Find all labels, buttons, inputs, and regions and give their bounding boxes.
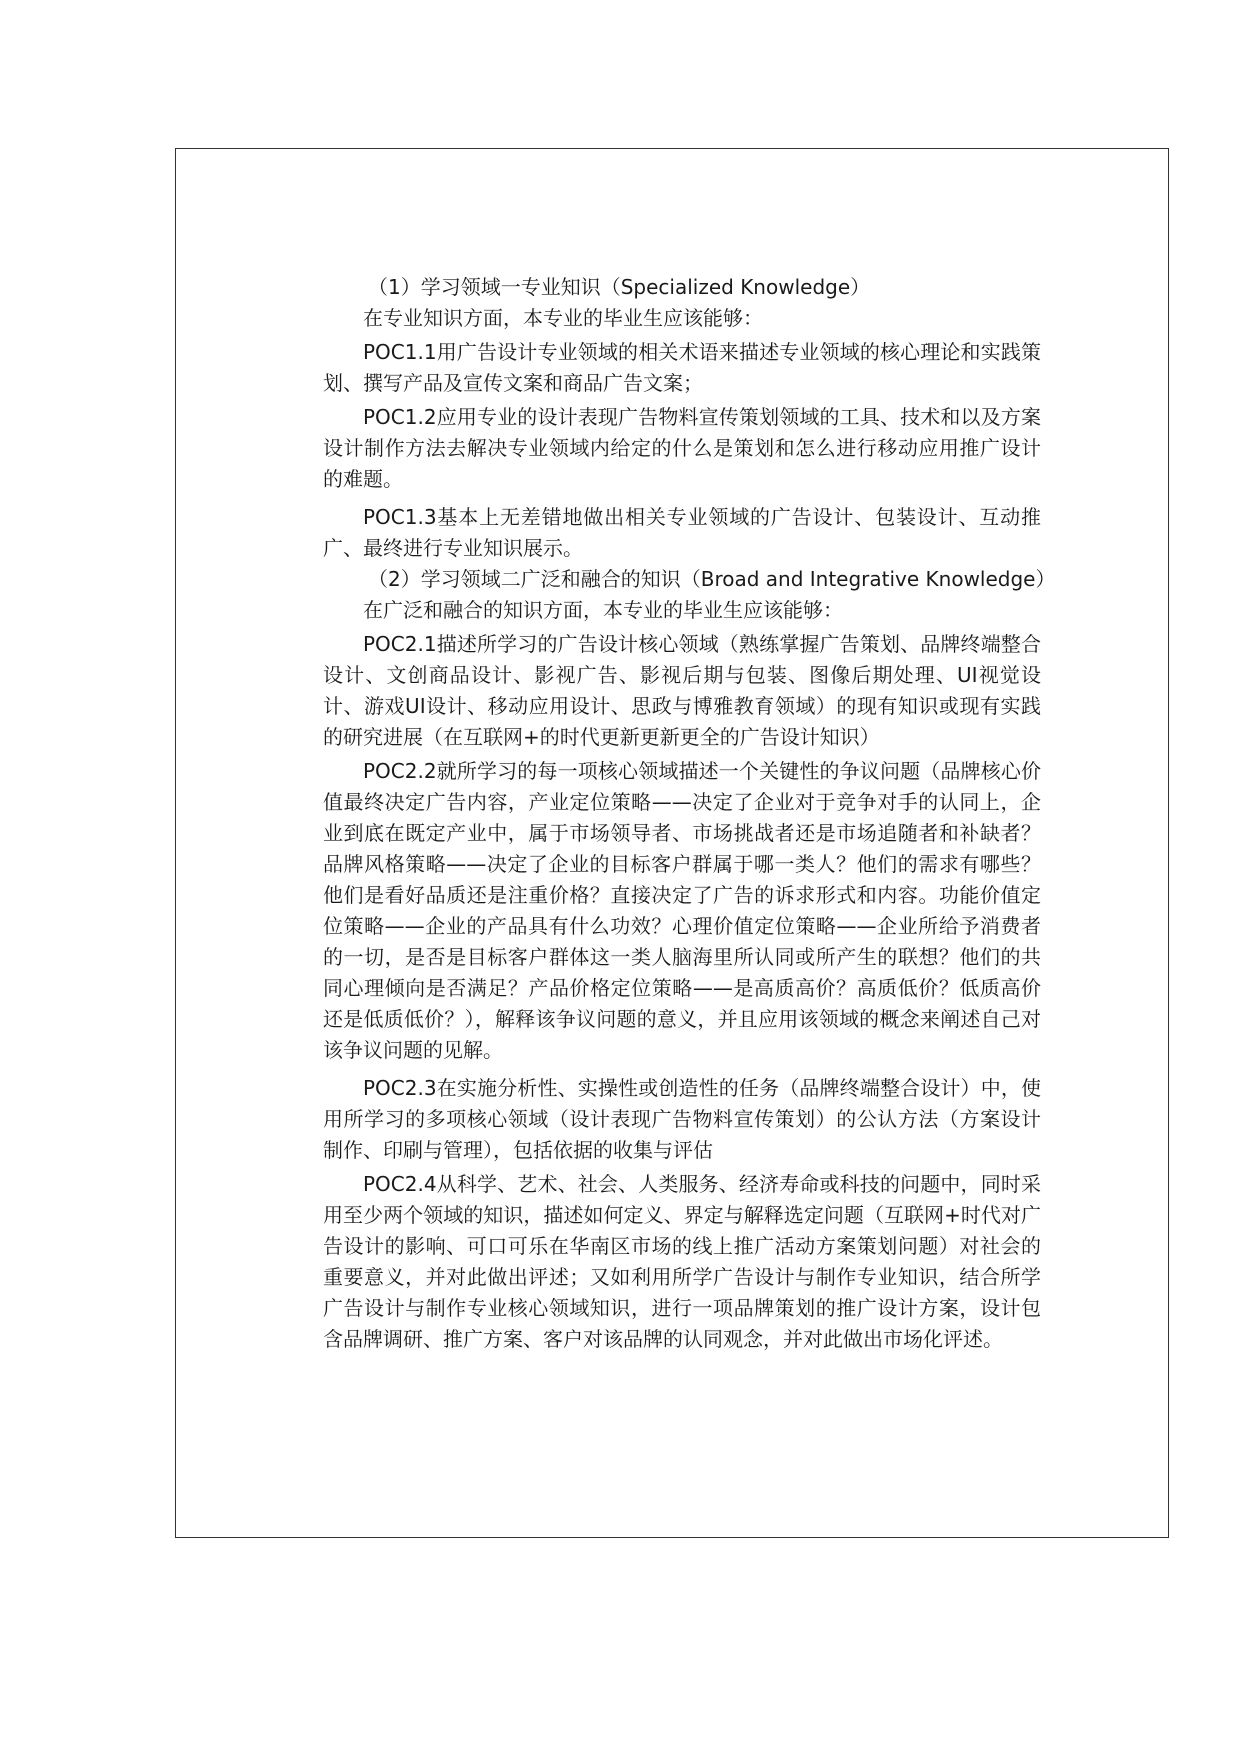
section-1-intro: 在专业知识方面，本专业的毕业生应该能够： (363, 306, 763, 330)
section-1-heading: （1）学习领域一专业知识（Specialized Knowledge） (368, 275, 871, 299)
poc-1-1-paragraph: POC1.1用广告设计专业领域的相关术语来描述专业领域的核心理论和实践策划、撰写产品及宣传文案和商品广告文案； (323, 340, 1041, 395)
poc-2-3-paragraph: POC2.3在实施分析性、实操性或创造性的任务（品牌终端整合设计）中，使用所学习的多项核心领域（设计表现广告物料宣传策划）的公认方法（方案设计制作、印刷与管理），包括依据的收集与评估 (323, 1076, 1041, 1162)
poc-1-2-paragraph: POC1.2应用专业的设计表现广告物料宣传策划领域的工具、技术和以及方案设计制作方法去解决专业领域内给定的什么是策划和怎么进行移动应用推广设计的难题。 (323, 405, 1041, 491)
section-2-intro: 在广泛和融合的知识方面，本专业的毕业生应该能够： (363, 598, 843, 622)
poc-1-3-paragraph: POC1.3基本上无差错地做出相关专业领域的广告设计、包装设计、互动推广、最终进行专业知识展示。 (323, 505, 1041, 560)
poc-2-4-paragraph: POC2.4从科学、艺术、社会、人类服务、经济寿命或科技的问题中，同时采用至少两个领域的知识，描述如何定义、界定与解释选定问题（互联网+时代对广告设计的影响、可口可乐在华南区市场的线上推广活动方案策划问题）对社会的重要意义，并对此做出评述；又如利用所学广告设计与制作专业知识，结合所学广告设计与制作专业核心领域知识，进行一项品牌策划的推广设计方案，设计包含品牌调研、推广方案、客户对该品牌的认同观念，并对此做出市场化评述。 (323, 1172, 1041, 1351)
document-body (323, 272, 1056, 1355)
poc-2-2-paragraph: POC2.2就所学习的每一项核心领域描述一个关键性的争议问题（品牌核心价值最终决定广告内容，产业定位策略——决定了企业对于竞争对手的认同上，企业到底在既定产业中，属于市场领导者、市场挑战者还是市场追随者和补缺者？品牌风格策略——决定了企业的目标客户群属于哪一类人？他们的需求有哪些？他们是看好品质还是注重价格？直接决定了广告的诉求形式和内容。功能价值定位策略——企业的产品具有什么功效？心理价值定位策略——企业所给予消费者的一切，是否是目标客户群体这一类人脑海里所认同或所产生的联想？他们的共同心理倾向是否满足？产品价格定位策略——是高质高价？高质低价？低质高价还是低质低价？），解释该争议问题的意义，并且应用该领域的概念来阐述自己对该争议问题的见解。 (323, 759, 1041, 1062)
poc-2-1-paragraph: POC2.1描述所学习的广告设计核心领域（熟练掌握广告策划、品牌终端整合设计、文创商品设计、影视广告、影视后期与包装、图像后期处理、UI视觉设计、游戏UI设计、移动应用设计、思政与博雅教育领域）的现有知识或现有实践的研究进展（在互联网+的时代更新更新更全的广告设计知识） (323, 632, 1041, 749)
section-2-heading: （2）学习领域二广泛和融合的知识（Broad and Integrative Knowledge） (368, 567, 1056, 591)
